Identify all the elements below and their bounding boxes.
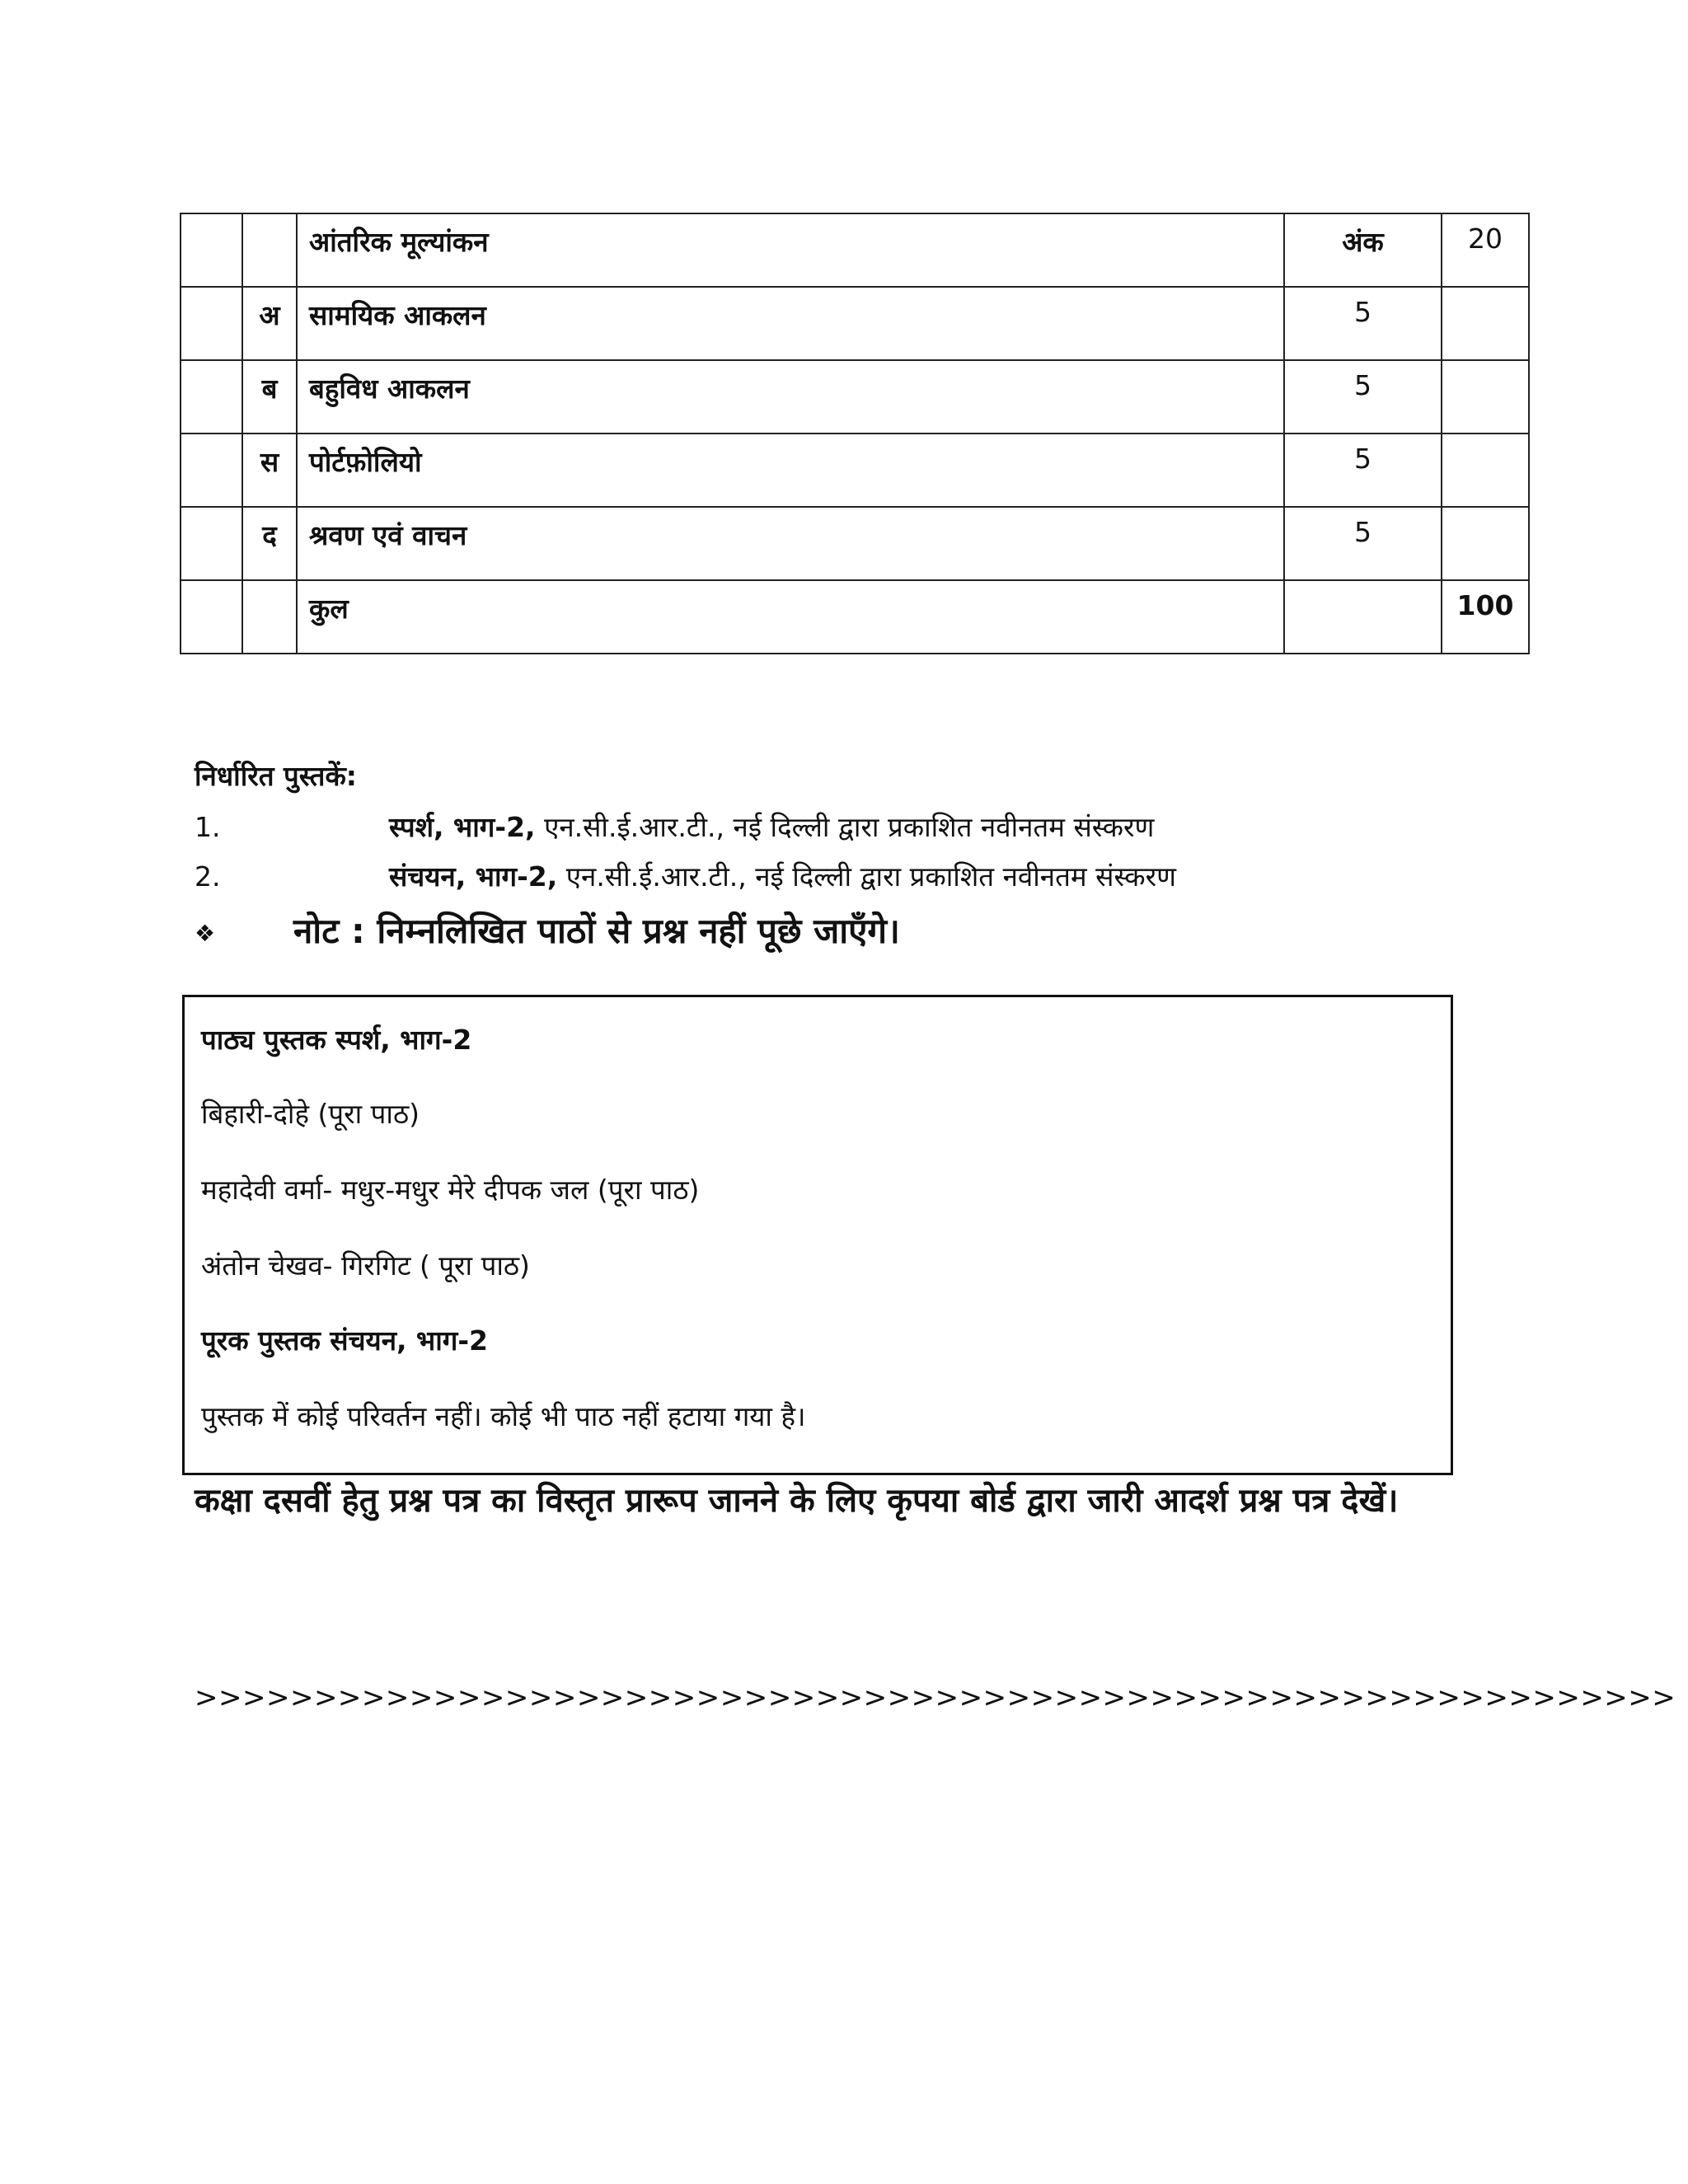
book-description: एन.सी.ई.आर.टी., नई दिल्ली द्वारा प्रकाशित नवीनतम संस्करण: [557, 860, 1176, 893]
row-label: आंतरिक मूल्यांकन: [297, 213, 1284, 287]
table-row: [181, 580, 1529, 654]
book-number: 1.: [195, 811, 221, 843]
row-total: [1442, 287, 1529, 360]
row-marks: 5: [1284, 360, 1442, 434]
row-label: सामयिक आकलन: [297, 287, 1284, 360]
row-marks: [1284, 580, 1442, 654]
book-number: 2.: [195, 860, 221, 893]
row-marker: [181, 360, 242, 434]
row-total: [1442, 507, 1529, 580]
row-sub: स: [242, 434, 297, 507]
row-marks: 5: [1284, 434, 1442, 507]
row-label: बहुविध आकलन: [297, 360, 1284, 434]
row-marks: 5: [1284, 507, 1442, 580]
note-heading: [195, 907, 900, 954]
book-name: स्पर्श, भाग-2,: [389, 811, 536, 843]
book-item: [195, 808, 1154, 845]
table-row: [181, 213, 1529, 287]
row-marks: 5: [1284, 287, 1442, 360]
arrow-divider: >>>>>>>>>>>>>>>>>>>>>>>>>>>>>>>>>>>>>>>>>>>>>>>>>>>>>>>>>>>>>>: [195, 1681, 1676, 1714]
textbook-heading: पाठ्य पुस्तक स्पर्श, भाग-2: [201, 1024, 472, 1056]
table-row: [181, 507, 1529, 580]
no-change-note: पुस्तक में कोई परिवर्तन नहीं। कोई भी पाठ नहीं हटाया गया है।: [201, 1400, 806, 1432]
table-row: [181, 434, 1529, 507]
row-marker: [181, 213, 242, 287]
row-sub: [242, 580, 297, 654]
diamond-bullet-icon: ❖: [195, 920, 216, 947]
marks-table: [180, 213, 1530, 654]
note-text: नोट : निम्नलिखित पाठों से प्रश्न नहीं पूछे जाएँगे।: [293, 911, 900, 951]
row-sub: द: [242, 507, 297, 580]
row-label: पोर्टफ़ोलियो: [297, 434, 1284, 507]
prescribed-books-title: निर्धारित पुस्तकें:: [195, 760, 357, 792]
table-row: [181, 360, 1529, 434]
row-total: [1442, 434, 1529, 507]
row-label: श्रवण एवं वाचन: [297, 507, 1284, 580]
row-marker: [181, 580, 242, 654]
row-marker: [181, 287, 242, 360]
supplementary-heading: पूरक पुस्तक संचयन, भाग-2: [201, 1324, 489, 1357]
excluded-lesson: महादेवी वर्मा- मधुर-मधुर मेरे दीपक जल (पूरा पाठ): [201, 1174, 700, 1206]
row-total: 100: [1442, 580, 1529, 654]
row-label: कुल: [297, 580, 1284, 654]
row-sub: अ: [242, 287, 297, 360]
excluded-lesson: बिहारी-दोहे (पूरा पाठ): [201, 1098, 420, 1130]
row-marks: अंक: [1284, 213, 1442, 287]
excluded-lesson: अंतोन चेखव- गिरगिट ( पूरा पाठ): [201, 1249, 530, 1282]
row-sub: [242, 213, 297, 287]
row-marker: [181, 507, 242, 580]
book-name: संचयन, भाग-2,: [389, 860, 558, 893]
row-total: 20: [1442, 213, 1529, 287]
book-item: [195, 857, 1176, 894]
book-description: एन.सी.ई.आर.टी., नई दिल्ली द्वारा प्रकाशित नवीनतम संस्करण: [535, 811, 1155, 843]
row-total: [1442, 360, 1529, 434]
table-row: [181, 287, 1529, 360]
excluded-lessons-box: [182, 995, 1453, 1475]
closing-instruction: कक्षा दसवीं हेतु प्रश्न पत्र का विस्तृत प्रारूप जानने के लिए कृपया बोर्ड द्वारा जारी आदर्श प्रश्न पत्र देखें।: [195, 1482, 1399, 1520]
row-sub: ब: [242, 360, 297, 434]
row-marker: [181, 434, 242, 507]
